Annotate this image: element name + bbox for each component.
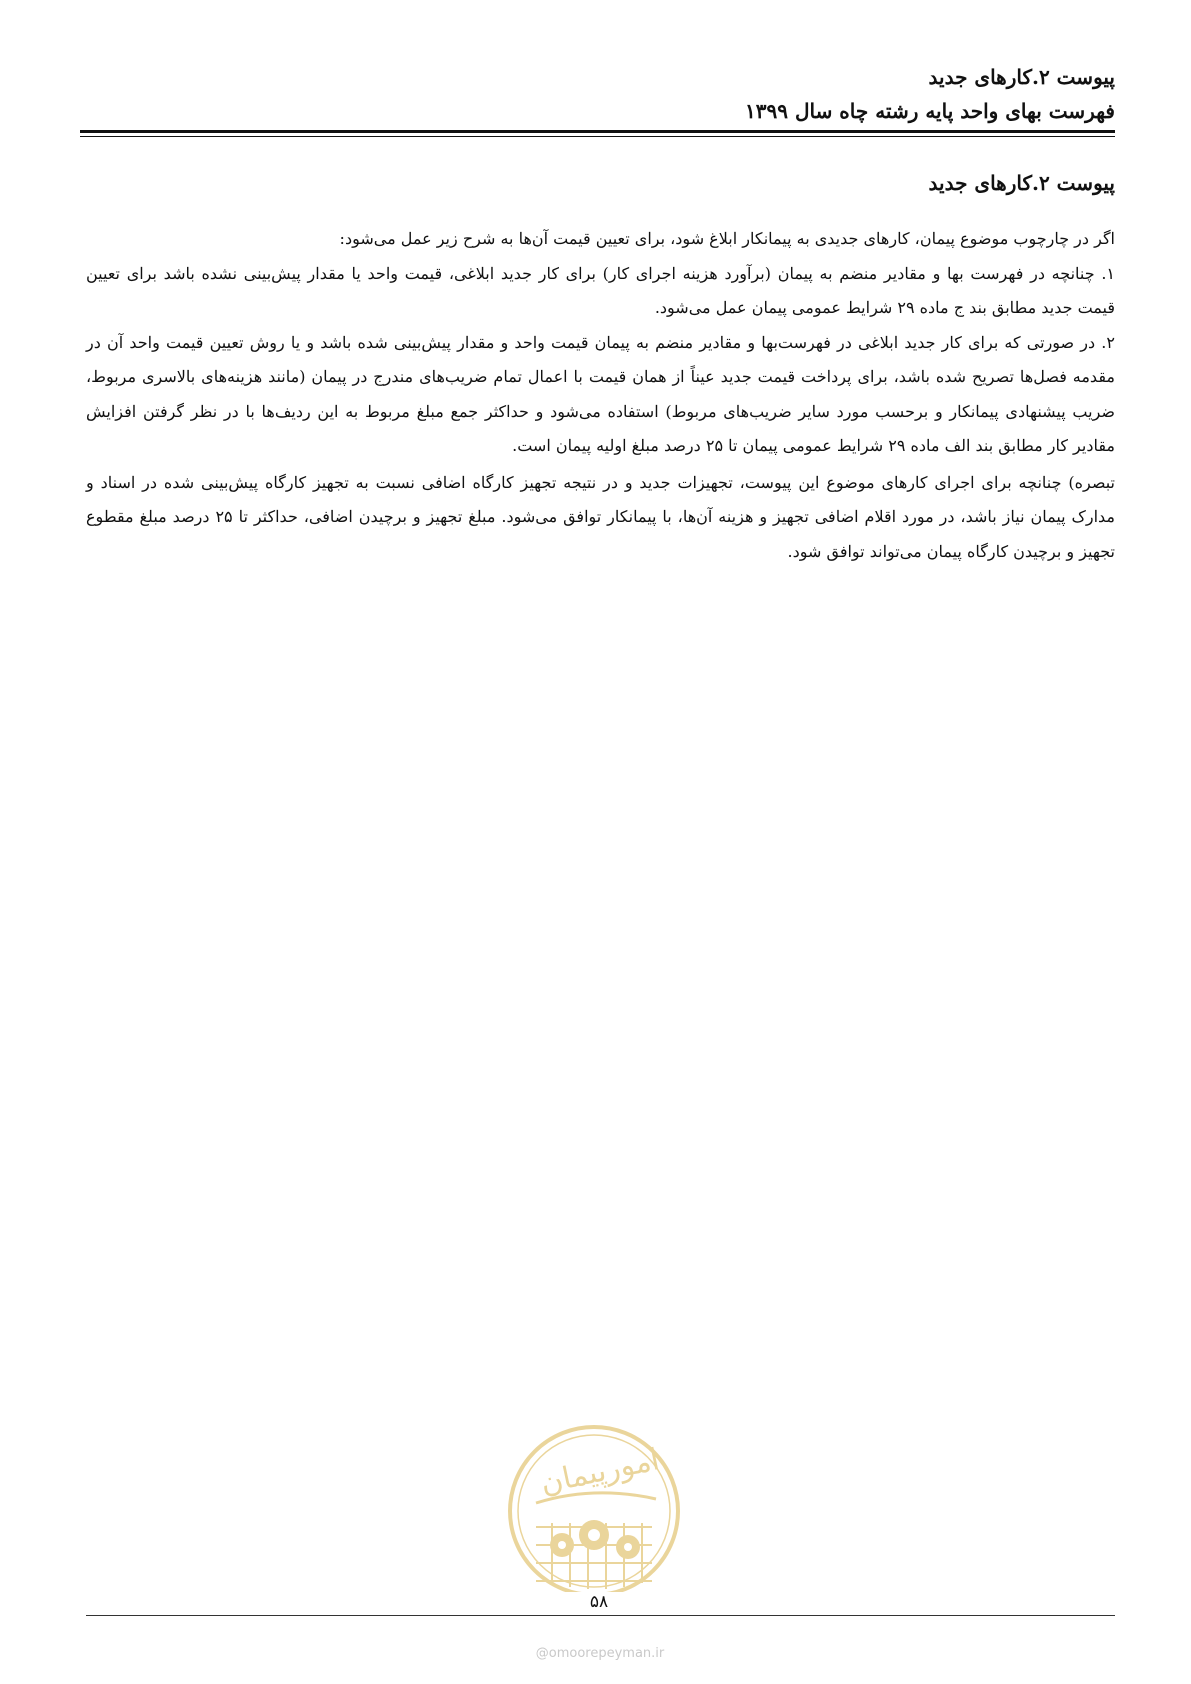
footer-rule [86,1615,1115,1616]
intro-paragraph: اگر در چارچوب موضوع پیمان، کارهای جدیدی به پیمانکار ابلاغ شود، برای تعیین قیمت آن‌ها به شرح زیر عمل می‌شود: [339,229,1115,248]
running-header [80,60,1115,128]
seal-watermark [506,1423,682,1599]
header-rule-thin [80,136,1115,137]
running-header-line-1: پیوست ۲.کارهای جدید [928,65,1115,89]
seal-lettering: امورپیمان [537,1442,663,1502]
running-header-line-2: فهرست بهای واحد پایه رشته چاه سال ۱۳۹۹ [745,99,1115,123]
site-credit: @omoorepeyman.ir [535,1646,665,1661]
header-rule [80,130,1115,133]
item-2-paragraph: ۲. در صورتی که برای کار جدید ابلاغی در فهرست‌بها و مقادیر منضم به پیمان قیمت واحد و مقدار پیش‌بینی شده باشد و یا روش تعیین قیمت واحد آن در مقدمه فصل‌ها تصریح شده باشد، برای پرداخت قیمت جدید عیناً از همان قیمت با اعمال تمام ضریب‌های مندرج در پیمان (مانند هزینه‌های بالاسری مربوط، ضریب پیشنهادی پیمانکار و برحسب مورد سایر ضریب‌های مربوط) استفاده می‌شود و حداکثر جمع مبلغ مربوط به این ردیف‌ها با در نظر گرفتن افزایش مقادیر کار مطابق بند الف ماده ۲۹ شرایط عمومی پیمان تا ۲۵ درصد مبلغ اولیه پیمان است. [86,332,1116,455]
body-text [86,222,1115,569]
section-title: پیوست ۲.کارهای جدید [928,171,1115,195]
seal-gears [550,1520,640,1559]
item-1-paragraph: ۱. چنانچه در فهرست بها و مقادیر منضم به پیمان (برآورد هزینه اجرای کار) برای کار جدید ابلاغی، قیمت واحد یا مقدار پیش‌بینی نشده باشد برای تعیین قیمت جدید مطابق بند ج ماده ۲۹ شرایط عمومی پیمان عمل می‌شود. [86,263,1116,317]
note-paragraph: تبصره) چنانچه برای اجرای کارهای موضوع این پیوست، تجهیزات جدید و در نتیجه تجهیز کارگاه اضافی نسبت به تجهیز کارگاه پیش‌بینی شده در اسناد و مدارک پیمان نیاز باشد، در مورد اقلام اضافی تجهیز و هزینه آن‌ها، با پیمانکار توافق می‌شود. مبلغ تجهیز و برچیدن اضافی، حداکثر تا ۲۵ درصد مبلغ مقطوع تجهیز و برچیدن کارگاه پیمان می‌تواند توافق شود. [86,472,1116,561]
page-number: ۵۸ [560,1592,638,1612]
